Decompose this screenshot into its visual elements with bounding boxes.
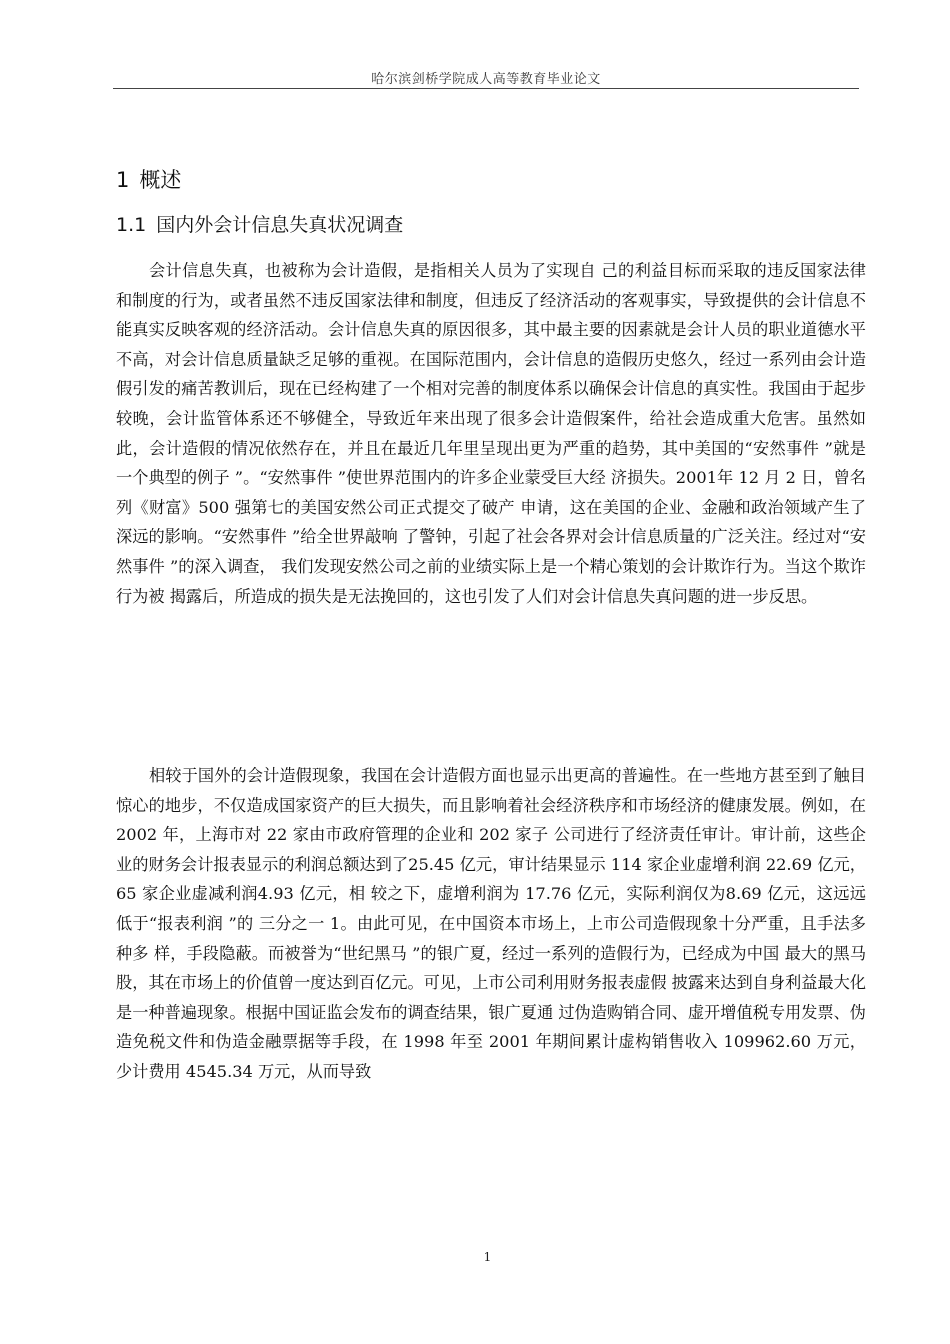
section-number: 1.1 xyxy=(116,214,147,236)
body-paragraph: 会计信息失真，也被称为会计造假，是指相关人员为了实现自 己的利益目标而采取的违反国家法律和制度的行为，或者虽然不违反国家法律和制度，但违反了经济活动的客观事实，导致提供的会计信息不能真实反映客观的经济活动。会计信息失真的原因很多，其中最主要的因素就是会计人员的职业道德水平不高，对会计信息质量缺乏足够的重视。在国际范围内，会计信息的造假历史悠久，经过一系列由会计造假引发的痛苦教训后，现在已经构建了一个相对完善的制度体系以确保会计信息的真实性。我国由于起步较晚，会计监管体系还不够健全，导致近年来出现了很多会计造假案件，给社会造成重大危害。虽然如此，会计造假的情况依然存在，并且在最近几年里呈现出更为严重的趋势，其中美国的“安然事件 ”就是一个典型的例子 ”。“安然事件 ”使世界范围内的许多企业蒙受巨大经 济损失。2001年 12 月 2 日，曾名列《财富》500 强第七的美国安然公司正式提交了破产 申请，这在美国的企业、金融和政治领域产生了深远的影响。“安然事件 ”给全世界敲响 了警钟，引起了社会各界对会计信息质量的广泛关注。经过对“安然事件 ”的深入调查， 我们发现安然公司之前的业绩实际上是一个精心策划的会计欺诈行为。当这个欺诈行为被 揭露后，所造成的损失是无法挽回的，这也引发了人们对会计信息失真问题的进一步反思。 xyxy=(116,261,866,606)
section-heading xyxy=(116,210,403,237)
body-paragraph: 相较于国外的会计造假现象，我国在会计造假方面也显示出更高的普遍性。在一些地方甚至到了触目惊心的地步，不仅造成国家资产的巨大损失，而且影响着社会经济秩序和市场经济的健康发展。例如，在 2002 年，上海市对 22 家由市政府管理的企业和 202 家子 公司进行了经济责任审计。审计前，这些企业的财务会计报表显示的利润总额达到了25.45 亿元，审计结果显示 114 家企业虚增利润 22.69 亿元，65 家企业虚减利润4.93 亿元，相 较之下，虚增利润为 17.76 亿元，实际利润仅为8.69 亿元，这远远低于“报表利润 ”的 三分之一 1。由此可见，在中国资本市场上，上市公司造假现象十分严重，且手法多种多 样，手段隐蔽。而被誉为“世纪黑马 ”的银广夏，经过一系列的造假行为，已经成为中国 最大的黑马股，其在市场上的价值曾一度达到百亿元。可见，上市公司利用财务报表虚假 披露来达到自身利益最大化是一种普遍现象。根据中国证监会发布的调查结果，银广夏通 过伪造购销合同、虚开增值税专用发票、伪造免税文件和伪造金融票据等手段，在 1998 年至 2001 年期间累计虚构销售收入 109962.60 万元，少计费用 4545.34 万元，从而导致 xyxy=(116,766,866,1081)
chapter-number: 1 xyxy=(116,168,130,192)
chapter-heading xyxy=(116,164,181,194)
running-header: 哈尔滨剑桥学院成人高等教育毕业论文 xyxy=(371,72,601,87)
chapter-title: 概述 xyxy=(139,168,182,192)
header-rule xyxy=(113,88,859,89)
section-title: 国内外会计信息失真状况调查 xyxy=(156,214,404,236)
page-number: 1 xyxy=(483,1250,492,1264)
